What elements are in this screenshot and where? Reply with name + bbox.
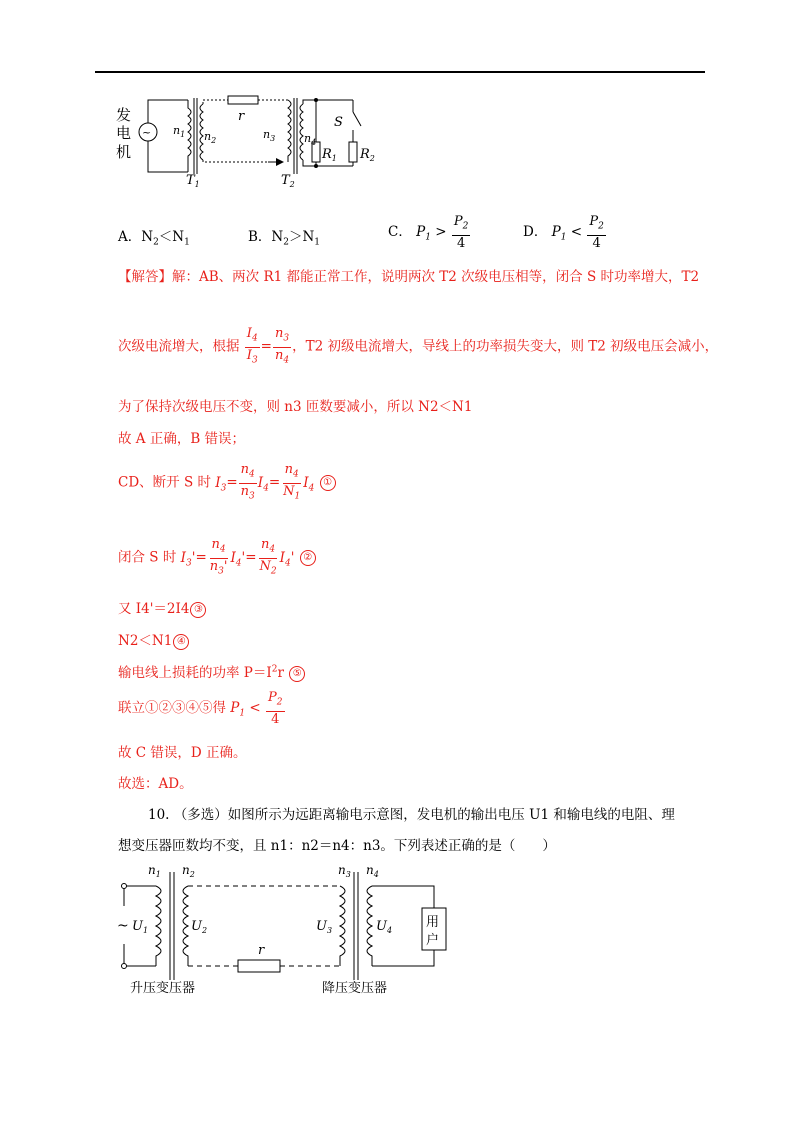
combined-result: 联立①②③④⑤得 $P_1$ < $\frac{P_2}{4}$ <box>118 690 283 727</box>
svg-text:~: ~ <box>142 126 152 139</box>
svg-text:~: ~ <box>117 918 129 934</box>
equation-1: CD、断开 S 时 $I_3=$ $\frac{n_4}{n_3}$ $I_4=$ $\frac{n_4}{N_1}$ $I_4$ ① <box>118 462 337 504</box>
label2-u3: $U_3$ <box>316 919 333 935</box>
step-up-secondary-coil <box>183 886 188 966</box>
user-label-2: 户 <box>426 933 440 948</box>
label-t1: $T_1$ <box>186 173 200 189</box>
label2-n4: $n_4$ <box>366 863 379 879</box>
step-up-primary-coil <box>156 886 161 966</box>
solution-line-3: 为了保持次级电压不变，则 n3 匝数要减小，所以 N2＜N1 <box>118 399 473 415</box>
resistor-r2 <box>349 142 357 162</box>
circuit-diagram-2 <box>108 858 468 998</box>
t1-primary-coil <box>188 100 191 172</box>
solution-line-4: 故 A 正确，B 错误； <box>118 431 246 447</box>
switch-s <box>353 112 361 126</box>
label-r1: $R_1$ <box>322 147 337 163</box>
conclusion: 故 C 错误，D 正确。 <box>118 745 247 761</box>
option-a: A．$N_2<N_1$ <box>118 229 190 248</box>
line-resistor-r <box>228 96 258 104</box>
solution-line-1: 【解答】解：AB、两次 R1 都能正常工作，说明两次 T2 次级电压相等，闭合 S 时功率增大，T2 <box>118 269 700 285</box>
label-n3: $n_3$ <box>263 128 276 143</box>
answer: 故选：AD。 <box>118 776 193 792</box>
equation-3: 又 I4'＝2I4 ③ <box>118 597 207 618</box>
label2-r: r <box>258 943 265 958</box>
line-resistor-r-2 <box>238 960 280 972</box>
step-down-primary-coil <box>340 886 345 966</box>
label-t2: $T_2$ <box>281 173 295 189</box>
label2-n2: $n_2$ <box>182 863 195 879</box>
generator-label-2: 电 <box>116 124 132 142</box>
label-n4: $n_4$ <box>304 132 317 147</box>
question-tag: （多选） <box>173 807 228 823</box>
label2-u2: $U_2$ <box>191 919 208 935</box>
header-rule <box>95 71 705 73</box>
step-down-label: 降压变压器 <box>322 981 388 996</box>
solution-line-2: 次级电流增大，根据 $\frac{I_4}{I_3}$ = $\frac{n_3}{n_4}$ ，T2 初级电流增大，导线上的功率损失变大，则 T2 初级电压会减小， <box>118 326 719 366</box>
equation-5: 输电线上损耗的功率 $P=I^2r$ ⑤ <box>118 661 306 682</box>
label2-u4: $U_4$ <box>376 919 393 935</box>
t1-secondary-coil <box>200 104 203 160</box>
question-10-line-2: 想变压器匝数均不变，且 n1：n2＝n4：n3。下列表述正确的是（ ） <box>118 838 556 854</box>
label2-n3: $n_3$ <box>338 863 351 879</box>
label2-u1: $U_1$ <box>132 919 149 935</box>
label2-n1: $n_1$ <box>148 863 161 879</box>
label-n2: $n_2$ <box>204 130 217 145</box>
label-s: S <box>334 115 343 130</box>
generator-label-3: 机 <box>116 143 132 161</box>
generator-label-1: 发 <box>116 106 132 124</box>
user-label-1: 用 <box>426 915 440 930</box>
solution-tag: 【解答】 <box>118 269 172 285</box>
option-c: C． $P_1$ > $\frac{P_2}{4}$ <box>388 214 469 251</box>
question-number: 10. <box>148 807 170 823</box>
equation-4: N2＜N1 ④ <box>118 629 190 650</box>
step-down-secondary-coil <box>367 886 372 966</box>
equation-2: 闭合 S 时 $I_3'=$ $\frac{n_4}{n_3'}$ $I_4'=$ $\frac{n_4}{N_2}$ $I_4'$ ② <box>118 537 317 579</box>
option-b: B．$N_2>N_1$ <box>248 229 321 248</box>
option-d: D． $P_1$ < $\frac{P_2}{4}$ <box>523 214 604 251</box>
step-up-label: 升压变压器 <box>130 981 196 996</box>
question-10-line-1: 10. （多选）如图所示为远距离输电示意图，发电机的输出电压 U1 和输电线的电阻、理 <box>148 807 675 823</box>
label-r2: $R_2$ <box>360 147 375 163</box>
label-r: r <box>238 109 245 124</box>
t2-secondary-coil <box>300 104 303 160</box>
t2-primary-coil <box>288 100 291 162</box>
circuit-diagram-1 <box>108 90 388 190</box>
label-n1: $n_1$ <box>173 124 186 139</box>
